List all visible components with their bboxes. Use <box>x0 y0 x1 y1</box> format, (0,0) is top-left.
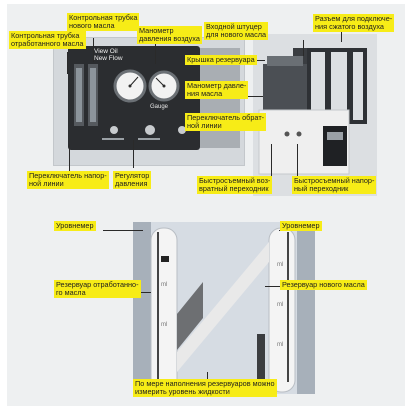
label-air-connector: Разъем для подключе- ния сжатого воздуха <box>315 14 393 31</box>
label-inlet-fitting: Входной штуцер для нового масла <box>206 22 267 39</box>
leader-line <box>303 40 304 56</box>
waste-oil-level-tube <box>151 228 177 392</box>
diagram-frame <box>7 4 405 406</box>
label-level-right: Уровнемер <box>282 221 320 230</box>
new-oil-level-tube <box>269 228 295 392</box>
leader-line <box>133 140 134 168</box>
label-return-oil-tube: Контрольная трубка отработанного масла <box>11 31 84 48</box>
tank-cap <box>267 56 303 66</box>
label-regulator: Регулятор давления <box>115 171 150 188</box>
label-quick-pressure: Быстросъемный напор- ный переходник <box>294 176 375 193</box>
scale-mark: ml <box>277 302 284 308</box>
label-caption: По мере наполнения резервуаров можно измерить уровень жидкости <box>135 379 275 396</box>
leader-line <box>67 52 68 74</box>
scale-mark: ml <box>277 262 284 268</box>
leader-line <box>103 230 143 231</box>
level-gauges-photo <box>133 222 315 394</box>
scale-mark: ml <box>161 282 168 288</box>
label-quick-return: Быстросъемный воз- вратный переходник <box>199 176 271 193</box>
label-return-switch: Переключатель обрат- ной линии <box>187 113 265 130</box>
scale-mark: ml <box>277 342 284 348</box>
leader-line <box>297 144 298 178</box>
gauge-print: Gauge <box>150 104 169 110</box>
label-pressure-switch: Переключатель напор- ной линии <box>29 171 107 188</box>
leader-line <box>271 144 272 178</box>
label-air-gauge: Манометр давления воздуха <box>139 26 200 43</box>
leader-line <box>155 42 156 64</box>
label-waste-tank: Резервуар отработанно- го масла <box>56 280 139 297</box>
quick-return-coupler[interactable] <box>285 132 290 137</box>
pressure-line-switch[interactable] <box>110 126 118 134</box>
pressure-regulator-knob[interactable] <box>145 125 155 135</box>
tanks-illustration <box>133 222 315 394</box>
quick-pressure-coupler[interactable] <box>297 132 302 137</box>
label-oil-gauge: Манометр давле- ния масла <box>187 81 247 98</box>
view-oil-print: View Oil New Flow <box>94 48 123 62</box>
label-new-oil-tube: Контрольная трубка нового масла <box>69 13 138 30</box>
leader-line <box>93 38 94 62</box>
label-new-tank: Резервуар нового масла <box>282 280 365 289</box>
label-level-left: Уровнемер <box>56 221 94 230</box>
scale-mark: ml <box>161 322 168 328</box>
leader-line <box>69 144 70 174</box>
label-tank-cap: Крышка резервуара <box>187 55 255 64</box>
tank-body <box>263 64 309 110</box>
